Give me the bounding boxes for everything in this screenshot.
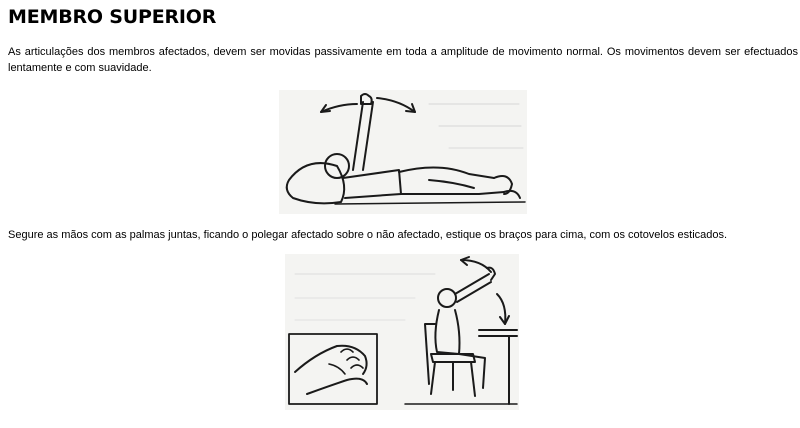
seated-clasped-hands-exercise-illustration <box>285 254 519 410</box>
instruction-paragraph-2: Segure as mãos com as palmas juntas, ficando o polegar afectado sobre o não afectado, estique os braços para cima, com os cotovelos esticados. <box>8 229 728 241</box>
page-title: MEMBRO SUPERIOR <box>8 6 217 28</box>
instruction-paragraph-1: As articulações dos membros afectados, devem ser movidas passivamente em toda a amplitude de movimento normal. Os movimentos devem ser efectuados lentamente e com suavidade. <box>8 46 798 74</box>
lying-arm-exercise-illustration <box>279 90 527 214</box>
